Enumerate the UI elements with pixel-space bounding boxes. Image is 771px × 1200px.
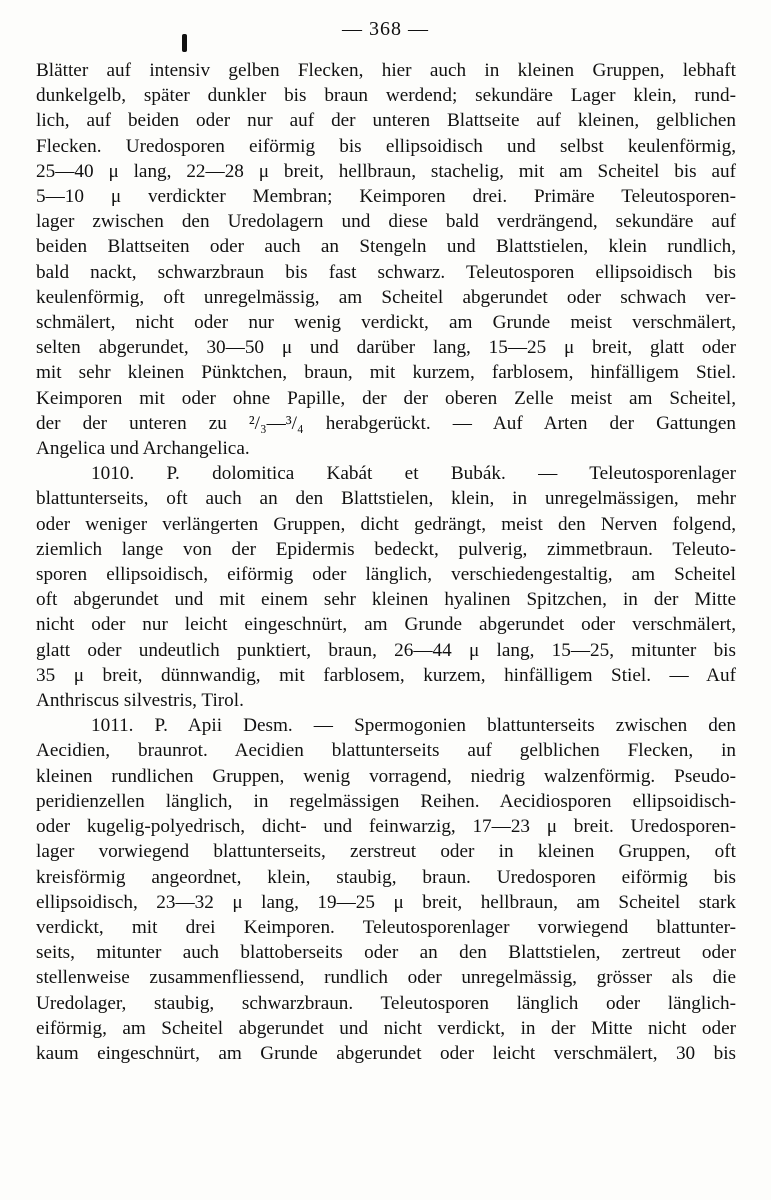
text-line: nicht oder nur leicht eingeschnürt, am Grunde abgerundet oder verschmälert, [36, 614, 736, 636]
text-line: kleinen rundlichen Gruppen, wenig vorragend, niedrig walzenförmig. Pseudo- [36, 765, 736, 787]
text-line: oder weniger verlängerten Gruppen, dicht gedrängt, meist den Nerven folgend, [36, 513, 736, 535]
text-line: stellenweise zusammenfliessend, rundlich oder unregelmässig, grösser als die [36, 967, 736, 989]
text-line: lich, auf beiden oder nur auf der unteren Blattseite auf kleinen, gelblichen [36, 110, 736, 132]
text-line: Blätter auf intensiv gelben Flecken, hier auch in kleinen Gruppen, lebhaft [36, 60, 736, 81]
text-line: lager vorwiegend blattunterseits, zerstreut oder in kleinen Gruppen, oft [36, 841, 736, 863]
text-line: Aecidien, braunrot. Aecidien blattunterseits auf gelblichen Flecken, in [36, 740, 736, 762]
text-line: schmälert, nicht oder nur wenig verdickt, am Grunde meist verschmälert, [36, 312, 736, 334]
text-line: ellipsoidisch, 23—32 μ lang, 19—25 μ breit, hellbraun, am Scheitel stark [36, 891, 736, 913]
text-line: 5—10 μ verdickter Membran; Keimporen drei. Primäre Teleutosporen- [36, 186, 736, 208]
species-heading-apii: 1011. P. Apii Desm. — Spermogonien blattunterseits zwischen den [91, 715, 736, 737]
text-line: 35 μ breit, dünnwandig, mit farblosem, kurzem, hinfälligem Stiel. — Auf [36, 664, 736, 686]
text-line: Keimporen mit oder ohne Papille, der der oberen Zelle meist am Scheitel, [36, 387, 736, 409]
text-line: Angelica und Archangelica. [36, 438, 250, 460]
text-line: ziemlich lange von der Epidermis bedeckt, pulverig, zimmetbraun. Teleuto- [36, 538, 736, 560]
text-line: oft abgerundet und mit einem sehr kleinen hyalinen Spitzchen, in der Mitte [36, 589, 736, 611]
text-line: der der unteren zu ²/₃—³/₄ herabgerückt. — Auf Arten der Gattungen [36, 412, 736, 434]
text-line: bald nackt, schwarzbraun bis fast schwarz. Teleutosporen ellipsoidisch bis [36, 261, 736, 283]
text-line: oder kugelig-polyedrisch, dicht- und feinwarzig, 17—23 μ breit. Uredosporen- [36, 816, 736, 838]
text-line: verdickt, mit drei Keimporen. Teleutosporenlager vorwiegend blattunter- [36, 916, 736, 938]
body-text [36, 58, 736, 1066]
text-line: kreisförmig angeordnet, klein, staubig, braun. Uredosporen eiförmig bis [36, 866, 736, 888]
text-line: keulenförmig, oft unregelmässig, am Scheitel abgerundet oder schwach ver- [36, 286, 736, 308]
ink-blot [182, 34, 187, 52]
text-line: eiförmig, am Scheitel abgerundet und nicht verdickt, in der Mitte nicht oder [36, 1017, 736, 1039]
text-line: dunkelgelb, später dunkler bis braun werdend; sekundäre Lager klein, rund- [36, 85, 736, 107]
text-line: sporen ellipsoidisch, eiförmig oder länglich, verschiedengestaltig, am Scheitel [36, 564, 736, 586]
text-line: selten abgerundet, 30—50 μ und darüber lang, 15—25 μ breit, glatt oder [36, 337, 736, 359]
text-line: glatt oder undeutlich punktiert, braun, 26—44 μ lang, 15—25, mitunter bis [36, 639, 736, 661]
text-line: Flecken. Uredosporen eiförmig bis ellipsoidisch und selbst keulenförmig, [36, 135, 736, 157]
text-line: beiden Blattseiten oder auch an Stengeln und Blattstielen, klein rundlich, [36, 236, 736, 258]
species-heading-dolomitica: 1010. P. dolomitica Kabát et Bubák. — Teleutosporenlager [91, 463, 736, 485]
text-line: peridienzellen länglich, in regelmässigen Reihen. Aecidiosporen ellipsoidisch- [36, 790, 736, 812]
text-line: blattunterseits, oft auch an den Blattstielen, klein, in unregelmässigen, mehr [36, 488, 736, 510]
text-line: seits, mitunter auch blattoberseits oder an den Blattstielen, zertreut oder [36, 942, 736, 964]
text-line: lager zwischen den Uredolagern und diese bald verdrängend, sekundäre auf [36, 211, 736, 233]
text-line: Uredolager, staubig, schwarzbraun. Teleutosporen länglich oder länglich- [36, 992, 736, 1014]
text-line: mit sehr kleinen Pünktchen, braun, mit kurzem, farblosem, hinfälligem Stiel. [36, 362, 736, 384]
text-line: 25—40 μ lang, 22—28 μ breit, hellbraun, stachelig, mit am Scheitel bis auf [36, 160, 736, 182]
text-line: Anthriscus silvestris, Tirol. [36, 690, 244, 712]
page-number: — 368 — [342, 18, 429, 40]
text-line: kaum eingeschnürt, am Grunde abgerundet oder leicht verschmälert, 30 bis [36, 1042, 736, 1064]
